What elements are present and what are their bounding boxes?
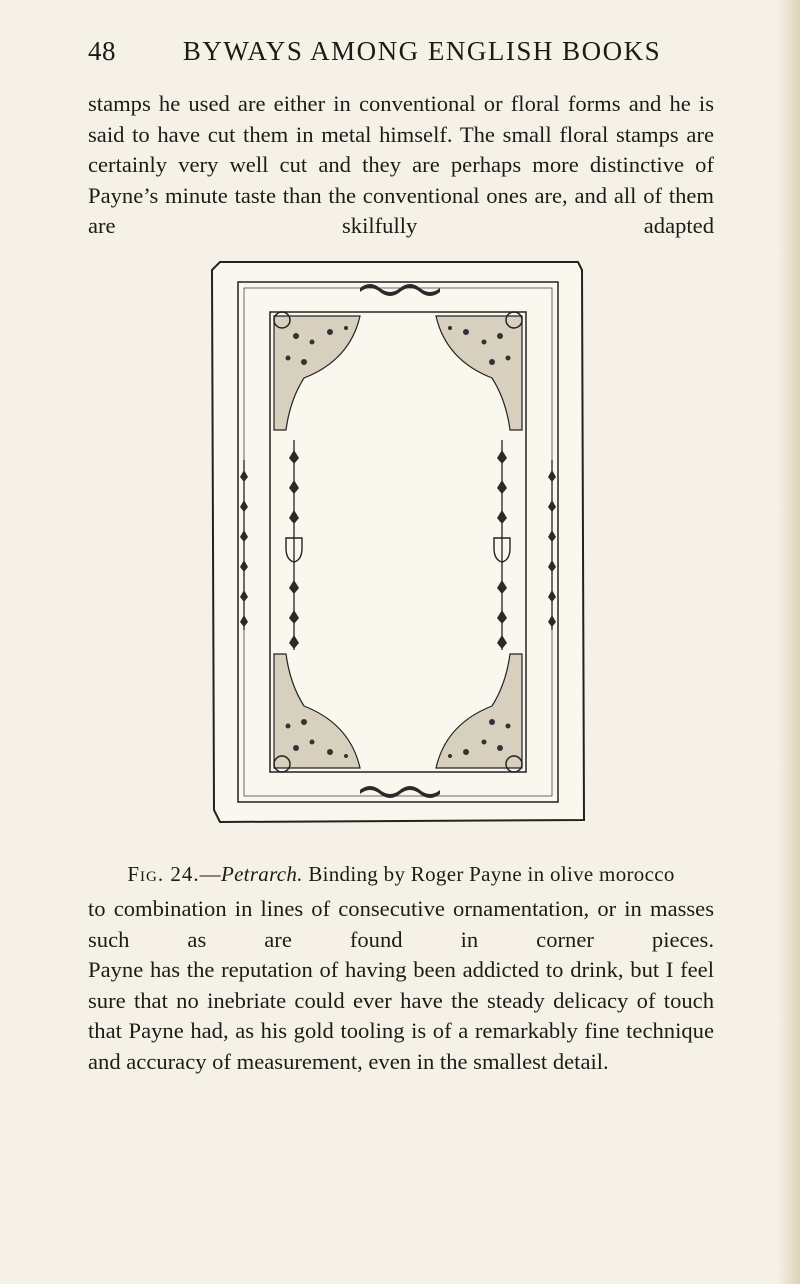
running-head: BYWAYS AMONG ENGLISH BOOKS [182,36,662,66]
book-binding-illustration [200,250,600,832]
paragraph-2: to combination in lines of consecutive ornamentation, or in masses such as are found in corner pieces. [88,896,714,952]
binding-drawing [200,250,600,832]
caption-text: Binding by Roger Payne in olive morocco [302,862,675,886]
page-edge-shadow [778,0,800,1284]
caption-title: Petrarch. [220,862,303,886]
page-number: 48 [88,36,116,66]
page-header [88,36,712,84]
paragraph-3: Payne has the reputation of having been addicted to drink, but I feel sure that no inebriate could ever have the steady delicacy of touch that Payne had, as his gold tooling is of a remarkably fine technique and accuracy of measurement, even in the smallest detail. [88,957,714,1074]
figure-caption [88,862,714,887]
paragraph-1: stamps he used are either in conventional or floral forms and he is said to have cut them in metal himself. The small floral stamps are certainly very well cut and they are perhaps more distinctive of Payne’s minute taste than the conventional ones are, and all of them are skilfully adapted [88,91,714,239]
caption-dash: — [199,862,221,886]
caption-label: Fig. 24. [127,862,200,886]
